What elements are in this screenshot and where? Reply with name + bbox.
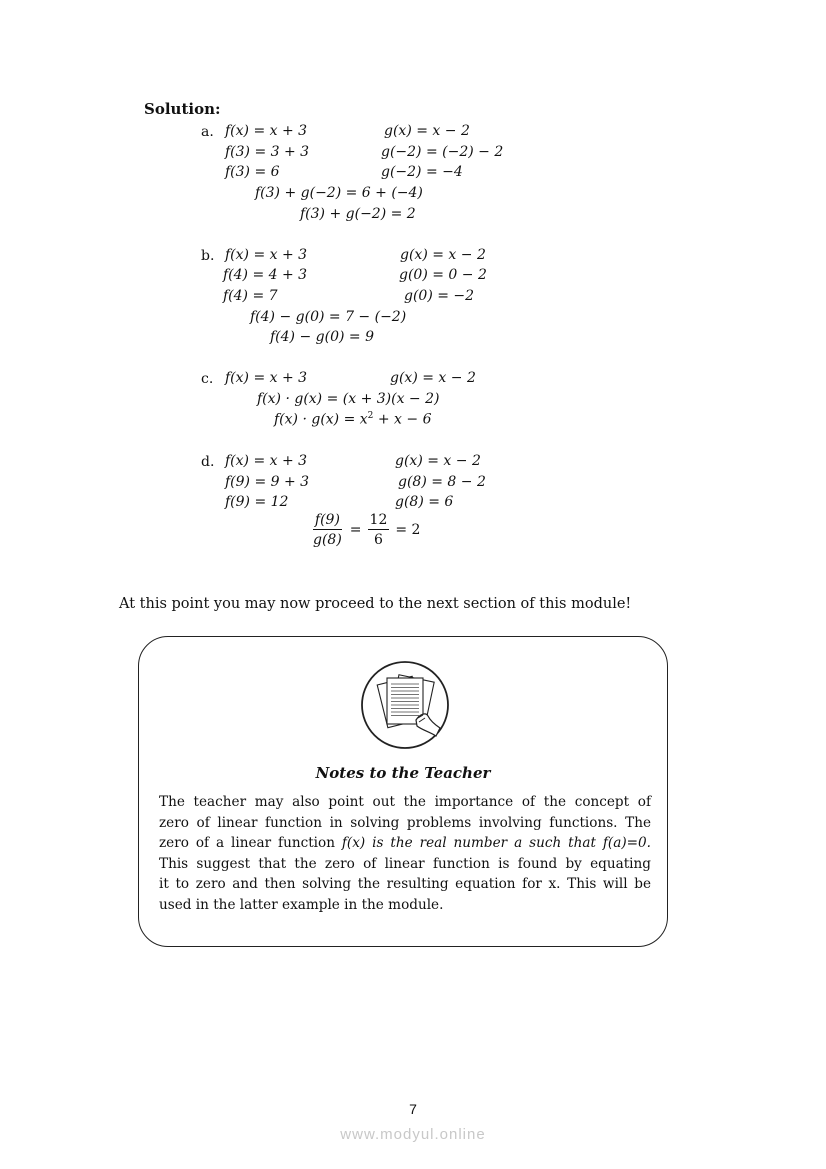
f-definition: f(x) = x + 3	[225, 247, 308, 263]
combine-step: f(4) − g(0) = 7 − (−2)	[250, 309, 407, 325]
f-definition: f(x) = x + 3	[225, 123, 308, 139]
notes-to-teacher-box	[138, 636, 668, 947]
result: f(4) − g(0) = 9	[270, 329, 374, 345]
notes-line: it to zero and then solving the resulting equation for x. This will be	[159, 876, 651, 893]
combine-step: f(x) · g(x) = (x + 3)(x − 2)	[257, 391, 440, 407]
f-value: f(4) = 7	[223, 288, 278, 304]
notes-line: used in the latter example in the module.	[159, 896, 444, 913]
exponent: 2	[367, 411, 374, 421]
g-value: g(8) = 6	[395, 494, 454, 510]
notes-line: This suggest that the zero of linear function is found by equating	[159, 855, 651, 872]
fraction-f-over-g	[311, 513, 344, 547]
watermark: www.modyul.online	[340, 1126, 486, 1143]
g-value: g(−2) = −4	[381, 164, 463, 180]
numerator: f(9)	[314, 512, 340, 528]
numerator: 12	[369, 512, 388, 528]
f-substitution: f(9) = 9 + 3	[225, 474, 310, 490]
f-substitution: f(3) = 3 + 3	[225, 144, 310, 160]
notes-title: Notes to the Teacher	[315, 764, 491, 782]
g-definition: g(x) = x − 2	[400, 247, 486, 263]
g-definition: g(x) = x − 2	[384, 123, 470, 139]
result	[274, 412, 431, 427]
notes-line: zero of linear function in solving problems involving functions. The	[159, 814, 651, 831]
denominator: 6	[373, 532, 383, 548]
combine-step: f(3) + g(−2) = 6 + (−4)	[255, 185, 423, 201]
g-definition: g(x) = x − 2	[390, 370, 476, 386]
papers-in-hand-icon	[360, 660, 450, 750]
quotient-equation	[311, 513, 420, 547]
part-label: a.	[201, 124, 214, 140]
f-definition: f(x) = x + 3	[225, 453, 308, 469]
result: f(3) + g(−2) = 2	[300, 206, 416, 222]
notes-body	[159, 792, 651, 916]
f-substitution: f(4) = 4 + 3	[223, 267, 308, 283]
zero-definition: f(x) is the real number a such that f(a)=0.	[341, 835, 651, 852]
notes-line	[159, 833, 651, 854]
page-number: 7	[409, 1101, 417, 1117]
notes-line-text: zero of a linear function	[159, 835, 342, 852]
fraction-numeric	[368, 513, 390, 547]
g-substitution: g(8) = 8 − 2	[398, 474, 486, 490]
result-prefix: f(x) · g(x) = x	[274, 411, 368, 428]
g-substitution: g(−2) = (−2) − 2	[381, 144, 504, 160]
proceed-message: At this point you may now proceed to the next section of this module!	[119, 596, 632, 612]
f-definition: f(x) = x + 3	[225, 370, 308, 386]
notes-line: The teacher may also point out the importance of the concept of	[159, 794, 651, 810]
result-value: = 2	[395, 522, 421, 538]
solution-heading: Solution:	[144, 100, 221, 118]
part-label: c.	[201, 371, 214, 387]
g-definition: g(x) = x − 2	[395, 453, 481, 469]
equals-sign: =	[349, 522, 362, 538]
f-value: f(3) = 6	[225, 164, 280, 180]
g-substitution: g(0) = 0 − 2	[399, 267, 487, 283]
denominator: g(8)	[313, 532, 342, 548]
f-value: f(9) = 12	[225, 494, 289, 510]
result-suffix: + x − 6	[373, 411, 432, 428]
part-label: b.	[201, 248, 215, 264]
part-label: d.	[201, 454, 215, 470]
g-value: g(0) = −2	[404, 288, 475, 304]
